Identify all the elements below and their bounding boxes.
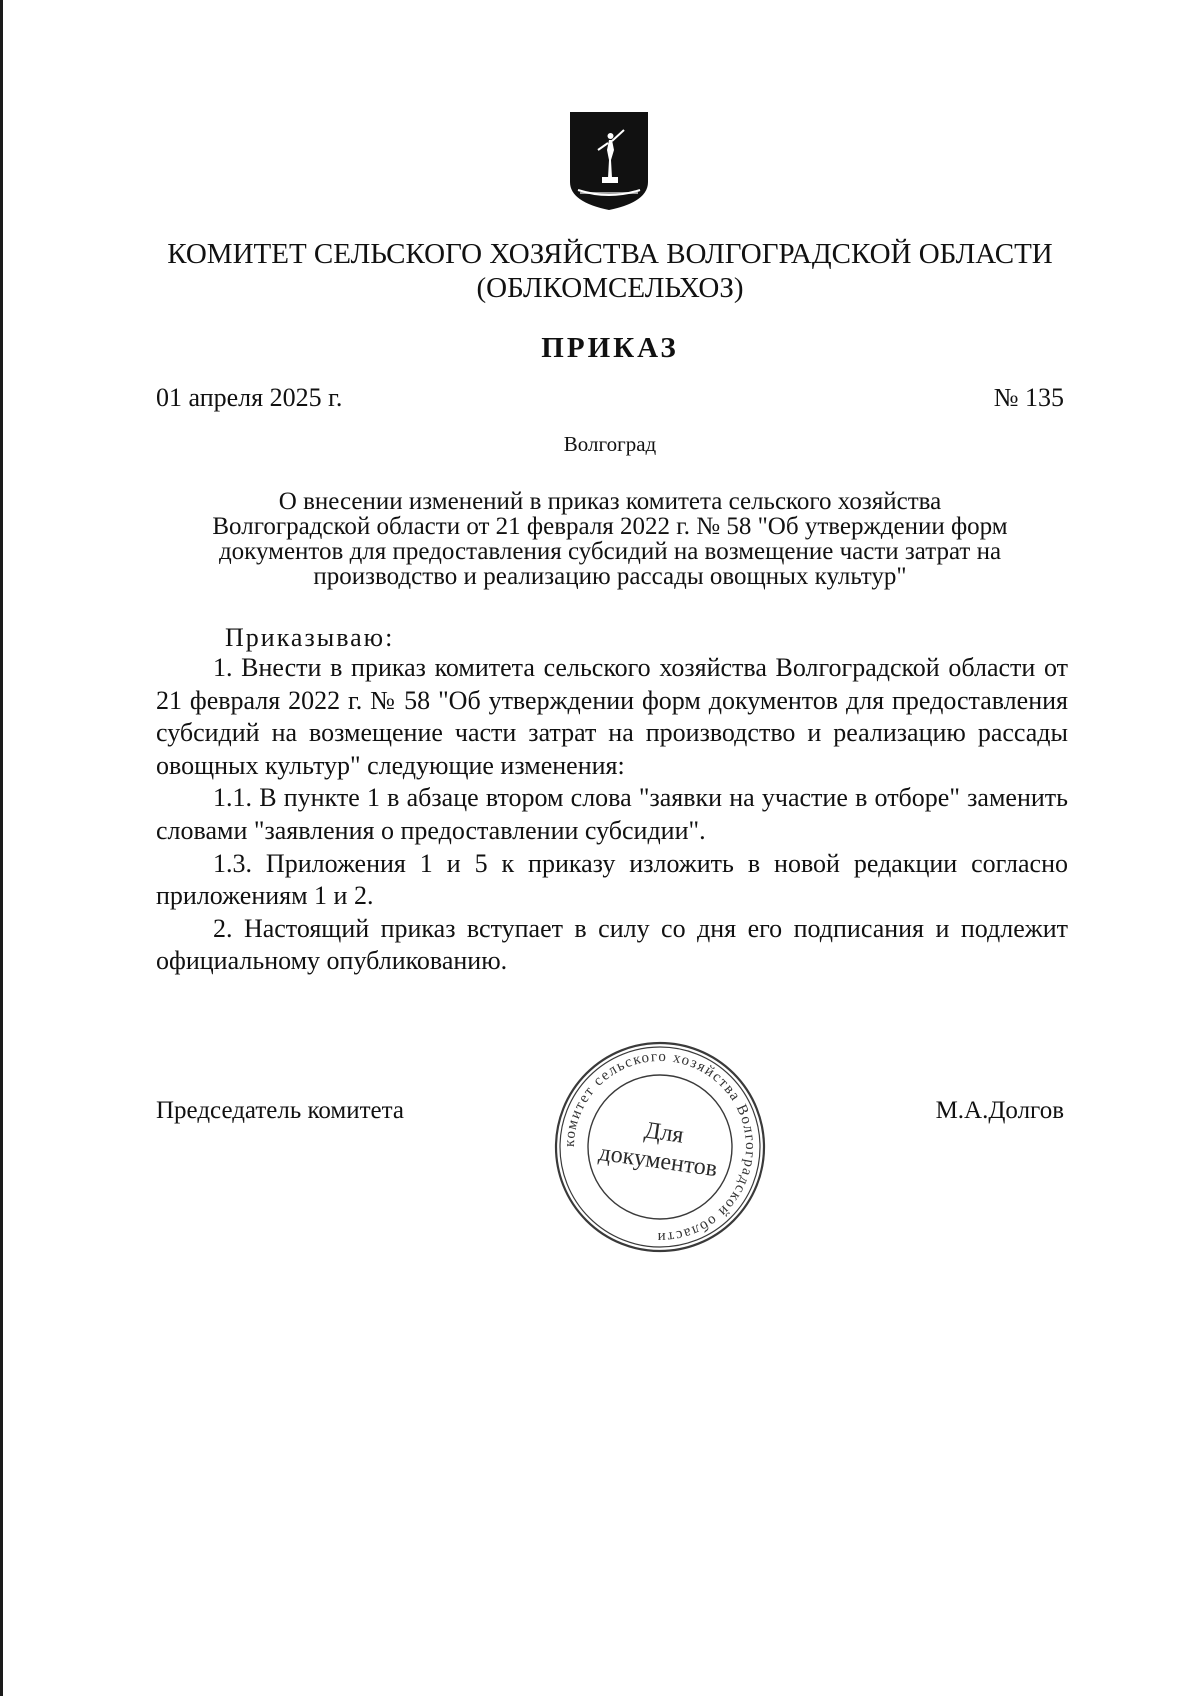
coat-of-arms-icon (568, 110, 650, 212)
order-word: Приказываю: (225, 623, 395, 652)
signatory-name: М.А.Долгов (935, 1097, 1064, 1124)
document-city: Волгоград (563, 432, 657, 456)
stamp-center-text: Для (642, 1117, 686, 1149)
document-type: ПРИКАЗ (541, 332, 679, 364)
document-date: 01 апреля 2025 г. (156, 383, 343, 412)
organization-abbreviation: (ОБЛКОМСЕЛЬХОЗ) (476, 272, 744, 304)
subject-line: О внесении изменений в приказ комитета сельского хозяйства (278, 488, 942, 515)
document-number: № 135 (993, 383, 1064, 412)
body-paragraph: 1.3. Приложения 1 и 5 к приказу изложить в новой редакции согласно приложениям 1 и 2. (156, 848, 1068, 911)
signatory-role: Председатель комитета (156, 1097, 404, 1124)
body-paragraph: 2. Настоящий приказ вступает в силу со дня его подписания и подлежит официальному опубликованию. (156, 913, 1068, 976)
subject-line: Волгоградской области от 21 февраля 2022 г. № 58 "Об утверждении форм (212, 513, 1008, 540)
subject-line: документов для предоставления субсидий на возмещение части затрат на (218, 538, 1002, 565)
stamp-ring-text: комитет сельского хозяйства Волгоградской области (561, 1048, 759, 1246)
official-stamp-icon (545, 1040, 775, 1255)
body-paragraph: 1.1. В пункте 1 в абзаце втором слова "заявки на участие в отборе" заменить словами "заявления о предоставлении субсидии". (156, 783, 1068, 845)
stamp-center-text: документов (597, 1139, 719, 1183)
document-subject (150, 489, 1070, 589)
body-paragraph: 1. Внести в приказ комитета сельского хозяйства Волгоградской области от 21 февраля 2022 г. № 58 "Об утверждении форм документов для предоставления субсидий на возмещение части затрат на производство и реализацию рассады овощных культур" следующие изменения: (156, 653, 1068, 780)
document-body (156, 652, 1068, 978)
subject-line: производство и реализацию рассады овощных культур" (313, 563, 907, 590)
organization-name: КОМИТЕТ СЕЛЬСКОГО ХОЗЯЙСТВА ВОЛГОГРАДСКОЙ ОБЛАСТИ (167, 238, 1053, 270)
